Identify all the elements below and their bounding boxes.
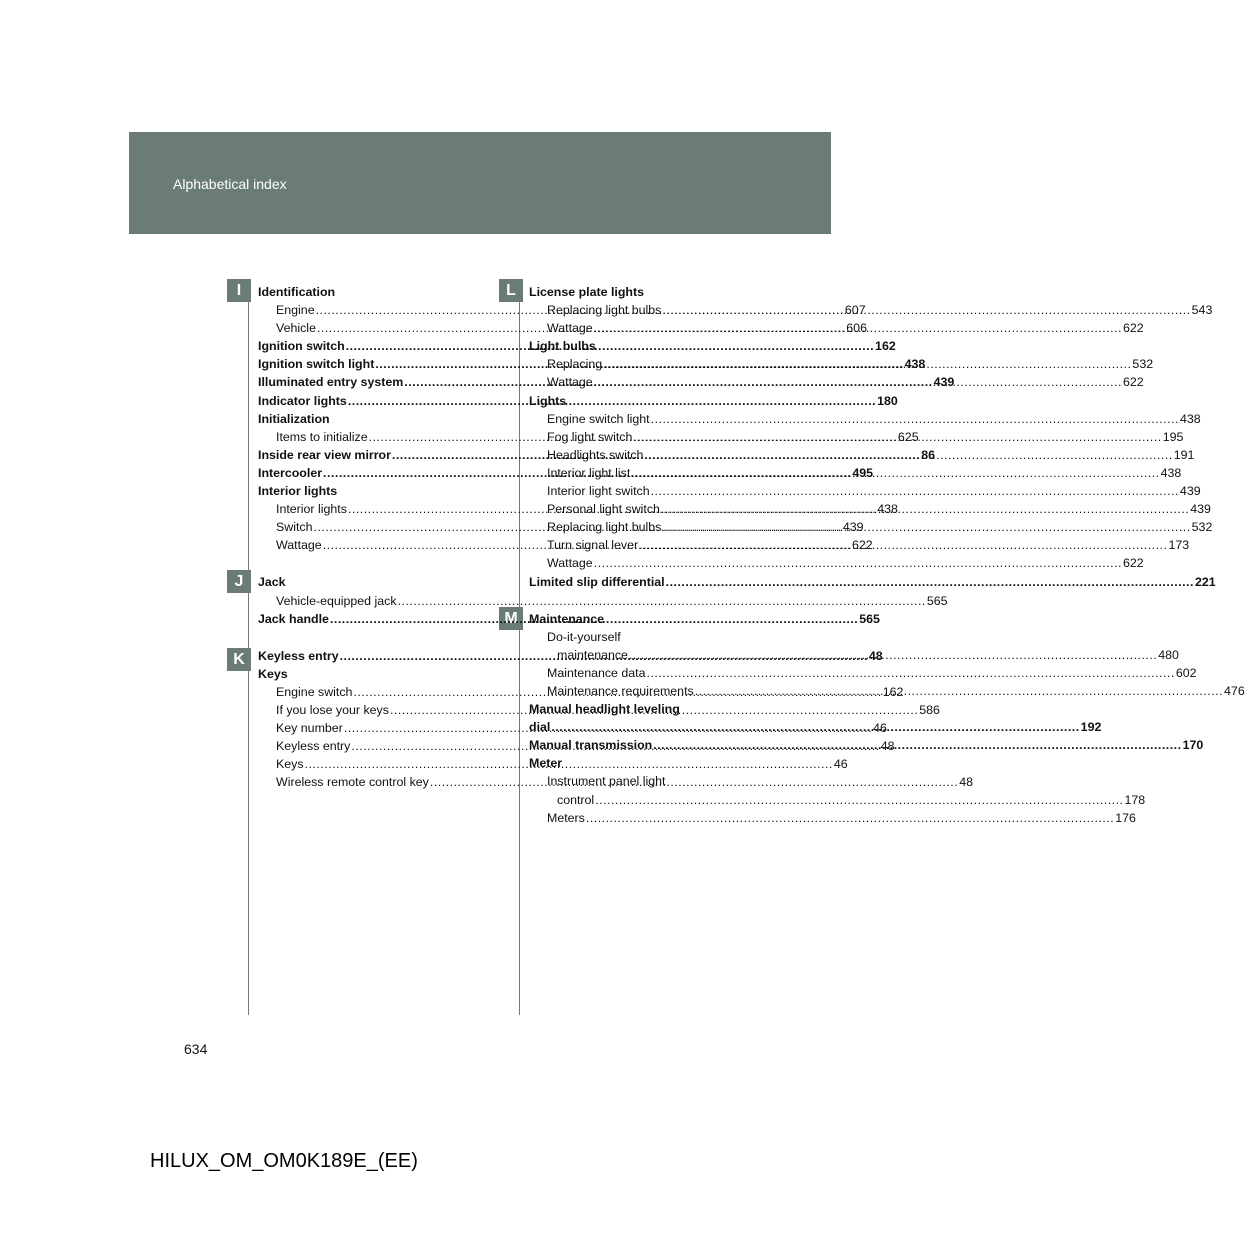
entry-term: Keys: [276, 757, 304, 772]
section-letter-k: K: [227, 648, 251, 671]
entry-term: Items to initialize: [276, 429, 368, 444]
entry-page: 438: [1160, 465, 1182, 480]
entry-page: 439: [1179, 484, 1201, 499]
index-entry: [529, 646, 1179, 664]
dot-leader: [653, 736, 1181, 754]
entry-term: Manual transmission: [529, 738, 653, 753]
entry-term: Jack: [258, 575, 286, 590]
entry-term: Key number: [276, 721, 343, 736]
dot-leader: [629, 646, 1157, 664]
index-entry: [258, 573, 472, 591]
entry-term: Manual headlight leveling: [529, 702, 680, 717]
entry-page: 48: [880, 739, 895, 754]
entry-term: License plate lights: [529, 285, 644, 299]
entry-term: Interior lights: [258, 484, 338, 499]
entry-term: Engine: [276, 303, 315, 318]
entry-term: maintenance: [557, 647, 628, 662]
dot-leader: [647, 664, 1175, 682]
entry-page: 46: [873, 721, 887, 736]
entry-term: Jack handle: [258, 611, 329, 626]
document-code: HILUX_OM_OM0K189E_(EE): [150, 1150, 418, 1172]
index-entry: [529, 809, 1136, 827]
entry-term: Meters: [547, 810, 585, 825]
entry-page: 622: [1123, 556, 1144, 571]
index-entry: [529, 700, 743, 718]
index-entry: [529, 754, 743, 772]
entry-term: Keyless entry: [258, 648, 339, 663]
dot-leader: [633, 428, 1161, 446]
section-letter-l: L: [499, 279, 523, 302]
entry-term: Instrument panel light: [547, 774, 666, 789]
entry-term: Vehicle: [276, 321, 316, 336]
entry-page: 176: [1115, 810, 1136, 825]
entry-term: Keys: [258, 666, 288, 681]
entry-term: Interior lights: [276, 502, 347, 517]
entry-term: Identification: [258, 285, 336, 299]
entry-page: 48: [868, 648, 883, 663]
entry-page: 480: [1158, 647, 1179, 662]
index-entry: [258, 592, 948, 610]
entry-page: 162: [875, 339, 896, 354]
entry-term: Initialization: [258, 411, 330, 426]
entry-term: Interior light switch: [547, 484, 650, 499]
entry-term: Engine switch: [276, 684, 353, 699]
entry-page: 565: [859, 611, 880, 626]
page-number: 634: [184, 1041, 208, 1057]
entry-term: Headlights switch: [547, 447, 644, 462]
entry-page: 565: [926, 593, 948, 608]
entry-page: 221: [1194, 574, 1216, 589]
entry-term: Ignition switch light: [258, 357, 375, 372]
entry-page: 191: [1173, 447, 1195, 462]
entry-page: 192: [1080, 720, 1102, 735]
entry-page: 162: [882, 684, 904, 699]
section-letter-m: M: [499, 607, 523, 630]
entry-term: Light bulbs: [529, 339, 596, 354]
index-entry: [529, 573, 1216, 591]
entry-term: If you lose your keys: [276, 702, 389, 717]
entry-term: Wattage: [547, 375, 593, 390]
index-entry: [258, 283, 472, 301]
entry-page: 170: [1182, 738, 1204, 753]
dot-leader: [631, 464, 1159, 482]
dot-leader: [603, 355, 1131, 373]
index-entry: [529, 664, 1197, 682]
entry-page: 622: [852, 538, 873, 553]
entry-term: Illuminated entry system: [258, 375, 404, 390]
index-entry: [258, 410, 472, 428]
entry-term: Maintenance requirements: [547, 683, 694, 698]
entry-page: 195: [1162, 429, 1184, 444]
entry-page: 439: [1190, 502, 1211, 517]
entry-page: 532: [1191, 520, 1213, 535]
dot-leader: [662, 301, 1190, 319]
dot-leader: [594, 554, 1122, 572]
index-entry: [258, 665, 472, 683]
entry-page: 439: [933, 375, 955, 390]
dot-leader: [695, 682, 1223, 700]
entry-term: Maintenance data: [547, 665, 646, 680]
index-entry: [258, 482, 472, 500]
index-entry: [529, 337, 743, 355]
index-entry: [529, 392, 743, 410]
entry-page: 532: [1132, 357, 1154, 372]
index-entry: [258, 392, 898, 410]
index-entry: [529, 772, 743, 790]
header-title: Alphabetical index: [173, 176, 287, 192]
entry-term: Limited slip differential: [529, 574, 665, 589]
entry-term: Maintenance: [529, 611, 605, 626]
entry-page: 622: [1123, 375, 1144, 390]
section-letter-i: I: [227, 279, 251, 302]
entry-term: Meter: [529, 756, 563, 771]
entry-term: Intercooler: [258, 465, 323, 480]
entry-term: control: [557, 792, 595, 807]
entry-term: Replacing light bulbs: [547, 303, 662, 318]
dot-leader: [595, 791, 1123, 809]
entry-page: 622: [1123, 321, 1144, 336]
dot-leader: [661, 500, 1189, 518]
dot-leader: [594, 319, 1122, 337]
entry-term: Ignition switch: [258, 339, 345, 354]
entry-page: 46: [833, 757, 848, 772]
dot-leader: [639, 536, 1167, 554]
entry-page: 438: [1179, 411, 1201, 426]
entry-term: Do-it-yourself: [547, 629, 621, 644]
index-entry: [529, 482, 1201, 500]
entry-term: Turn signal lever: [547, 538, 639, 553]
index-entry: [529, 283, 743, 301]
entry-term: Fog light switch: [547, 429, 633, 444]
entry-page: 438: [904, 357, 926, 372]
entry-page: 438: [877, 502, 898, 517]
dot-leader: [594, 373, 1122, 391]
entry-term: Replacing light bulbs: [547, 520, 662, 535]
entry-term: Replacing: [547, 357, 603, 372]
entry-term: Lights: [529, 393, 567, 408]
dot-leader: [651, 482, 1179, 500]
dot-leader: [651, 410, 1179, 428]
section-letter-j: J: [227, 570, 251, 593]
entry-term: Wattage: [547, 556, 593, 571]
dot-leader: [644, 446, 1172, 464]
entry-page: 495: [852, 465, 874, 480]
entry-page: 586: [919, 702, 940, 717]
entry-term: Engine switch light: [547, 411, 650, 426]
entry-term: Wattage: [547, 321, 593, 336]
entry-page: 180: [877, 393, 898, 408]
entry-page: 606: [846, 321, 867, 336]
dot-leader: [662, 518, 1190, 536]
entry-term: Inside rear view mirror: [258, 447, 391, 462]
entry-term: Wattage: [276, 538, 322, 553]
entry-page: 625: [897, 429, 919, 444]
entry-page: 439: [842, 520, 864, 535]
entry-page: 173: [1168, 538, 1190, 553]
index-entry: [529, 791, 1146, 809]
dot-leader: [586, 809, 1114, 827]
entry-term: Vehicle-equipped jack: [276, 593, 397, 608]
entry-page: 476: [1224, 683, 1245, 698]
dot-leader: [551, 718, 1079, 736]
entry-page: 86: [921, 447, 936, 462]
entry-term: Personal light switch: [547, 502, 660, 517]
entry-term: Switch: [276, 520, 313, 535]
entry-term: Wireless remote control key: [276, 775, 429, 790]
entry-page: 543: [1191, 303, 1213, 318]
index-entry: [529, 410, 1201, 428]
index-entry: [529, 628, 743, 646]
entry-term: Keyless entry: [276, 739, 351, 754]
entry-page: 602: [1175, 665, 1197, 680]
entry-page: 178: [1124, 792, 1146, 807]
page-header: [129, 132, 831, 234]
entry-page: 48: [959, 775, 973, 790]
index-entry: [529, 610, 743, 628]
dot-leader: [666, 573, 1194, 591]
index-entry: [529, 554, 1144, 572]
entry-term: Indicator lights: [258, 393, 347, 408]
entry-page: 607: [844, 303, 866, 318]
entry-term: Interior light list: [547, 465, 631, 480]
entry-term: dial: [529, 720, 551, 735]
